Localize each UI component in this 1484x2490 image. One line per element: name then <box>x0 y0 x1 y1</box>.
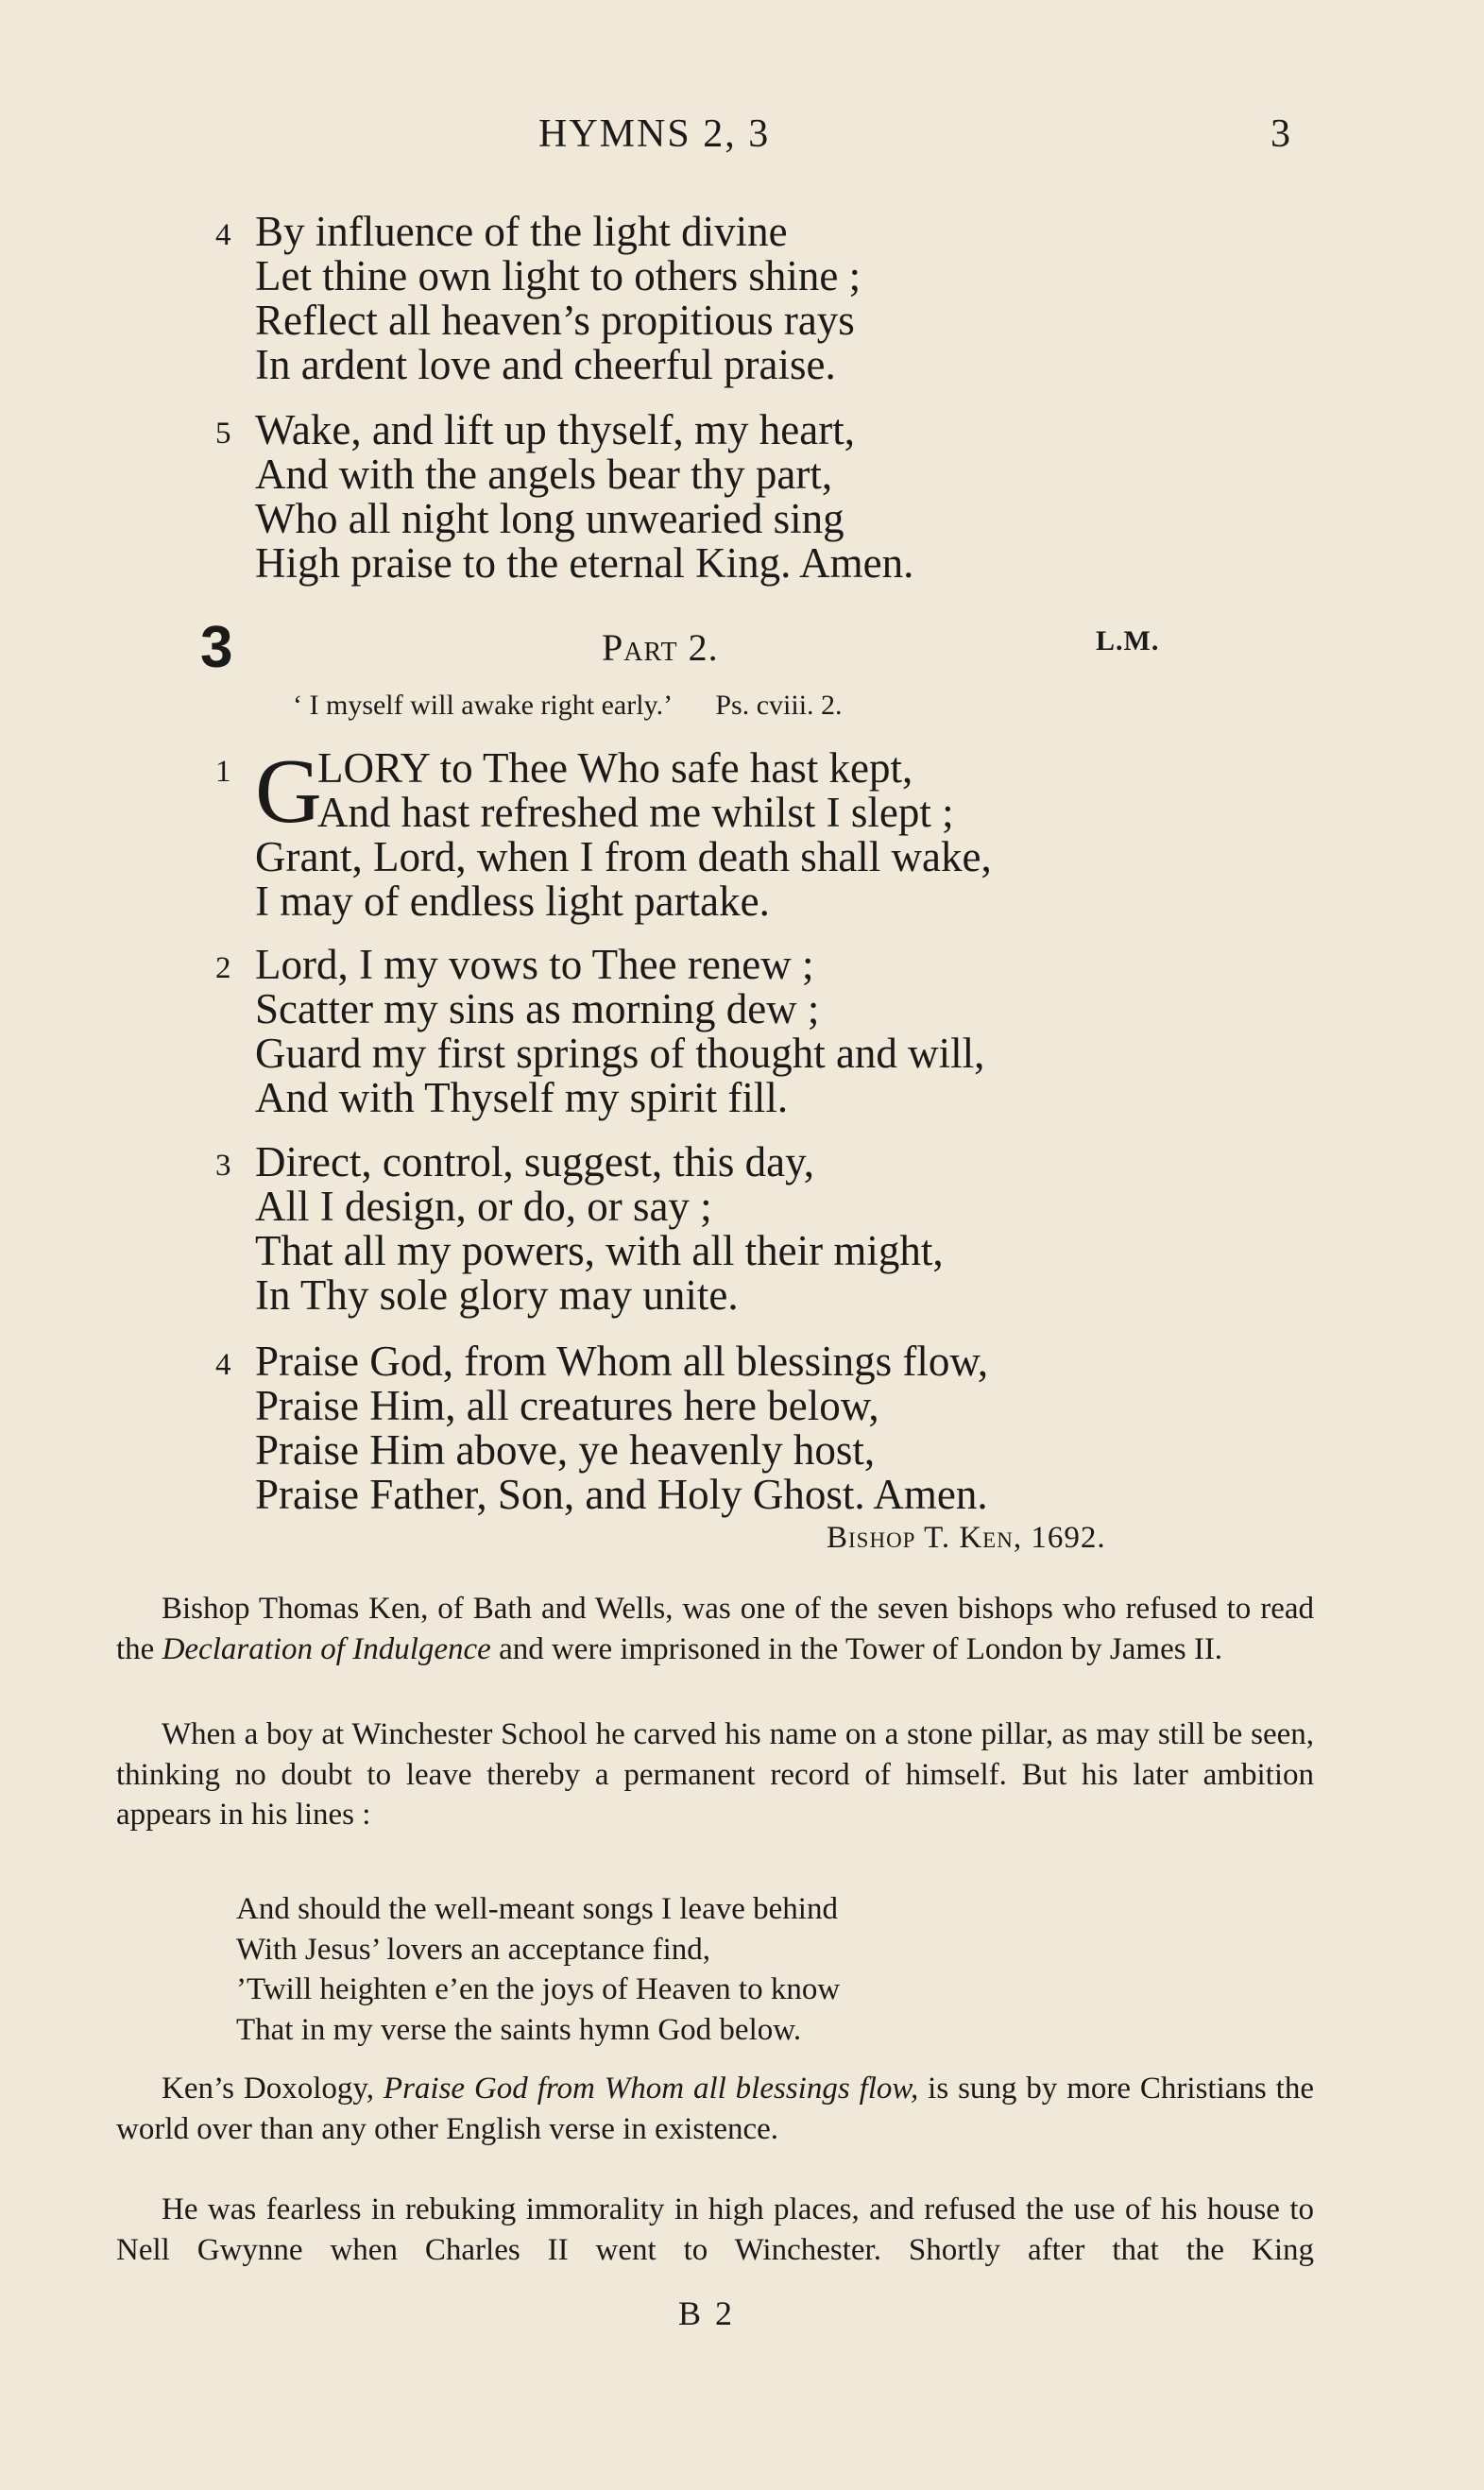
author-credit: Bishop T. Ken, 1692. <box>827 1521 1106 1555</box>
stanza-number: 5 <box>215 417 231 451</box>
note-text-after: is sung by more Christians the world over than any other English verse in existence. <box>116 2072 1314 2146</box>
verse-line: That all my powers, with all their might, <box>255 1227 944 1274</box>
verse-line: Praise Father, Son, and Holy Ghost. Amen. <box>255 1471 988 1518</box>
verse-line: And with Thyself my spirit fill. <box>255 1074 789 1121</box>
stanza-number: 4 <box>215 1348 231 1382</box>
verse-line: Reflect all heaven’s propitious rays <box>255 297 855 344</box>
page-number: 3 <box>1271 112 1290 156</box>
verse-line: Wake, and lift up thyself, my heart, <box>255 406 855 453</box>
note-text <box>116 2069 1314 2149</box>
verse-line: Praise Him above, ye heavenly host, <box>255 1426 876 1474</box>
verse-line: Praise Him, all creatures here below, <box>255 1382 879 1429</box>
verse-line: By influence of the light divine <box>255 208 788 255</box>
hymn3-heading <box>0 614 1484 680</box>
verse-line: Grant, Lord, when I from death shall wake, <box>255 833 992 880</box>
note-italic-title: Declaration of Indulgence <box>162 1631 491 1666</box>
running-title: HYMNS 2, 3 <box>538 112 771 156</box>
quote-line: ’Twill heighten e’en the joys of Heaven to know <box>236 1972 841 2006</box>
hymn2-stanza-5 <box>215 408 913 586</box>
verse-line: Guard my first springs of thought and will, <box>255 1030 985 1077</box>
verse-line: And hast refreshed me whilst I slept ; <box>317 789 954 836</box>
verse-line: High praise to the eternal King. Amen. <box>255 539 914 587</box>
note-paragraph-2 <box>116 1714 1314 1835</box>
quote-line: With Jesus’ lovers an acceptance find, <box>236 1932 711 1967</box>
note-text: He was fearless in rebuking immorality in high places, and refused the use of his house to Nell Gwynne when Charles II went to Winchester. Shortly after that the King <box>116 2192 1314 2267</box>
note-paragraph-4 <box>116 2190 1314 2270</box>
quoted-verse <box>236 1889 840 2050</box>
stanza-number: 4 <box>215 218 231 252</box>
note-paragraph-3 <box>116 2069 1314 2149</box>
hymn3-stanza-2 <box>215 943 984 1120</box>
verse-line: In Thy sole glory may unite. <box>255 1271 739 1319</box>
verse-line: Lord, I my vows to Thee renew ; <box>255 941 814 988</box>
epigraph-reference: Ps. cviii. 2. <box>715 690 843 721</box>
stanza-number: 1 <box>215 755 231 789</box>
verse-line: I may of endless light partake. <box>255 878 770 925</box>
verse-line: LORY to Thee Who safe hast kept, <box>317 744 913 792</box>
note-text-before: Bishop Thomas Ken, of Bath and Wells, was one of the seven bishops who refused to read the <box>116 1592 1314 1666</box>
hymn3-stanza-1 <box>215 741 992 925</box>
epigraph <box>293 690 843 722</box>
verse-line: Scatter my sins as morning dew ; <box>255 985 820 1032</box>
meter-label: L.M. <box>1096 625 1160 657</box>
signature-mark: B 2 <box>678 2294 736 2332</box>
stanza-number: 3 <box>215 1149 231 1183</box>
note-text <box>116 1589 1314 1669</box>
stanza-number: 2 <box>215 951 231 985</box>
hymn3-stanza-3 <box>215 1140 944 1318</box>
running-head <box>0 111 1484 168</box>
hymn2-stanza-4 <box>215 210 861 387</box>
note-text-before: Ken’s Doxology, <box>162 2072 384 2106</box>
quote-line: And should the well-meant songs I leave behind <box>236 1892 838 1926</box>
note-text: When a boy at Winchester School he carved his name on a stone pillar, as may still be seen, thinking no doubt to leave thereby a permanent record of himself. But his later ambition appears in his lines : <box>116 1717 1314 1832</box>
drop-cap: G <box>255 741 322 843</box>
verse-line: And with the angels bear thy part, <box>255 451 833 498</box>
note-italic-title: Praise God from Whom all blessings flow, <box>383 2072 919 2106</box>
verse-line: Who all night long unwearied sing <box>255 495 844 542</box>
note-paragraph-1 <box>116 1589 1314 1669</box>
verse-line: Let thine own light to others shine ; <box>255 252 861 299</box>
verse-line: In ardent love and cheerful praise. <box>255 341 836 388</box>
part-label: Part 2. <box>602 626 719 669</box>
verse-line: Praise God, from Whom all blessings flow, <box>255 1338 989 1385</box>
verse-line: Direct, control, suggest, this day, <box>255 1138 814 1185</box>
hymn-number: 3 <box>200 615 233 680</box>
note-text-after: and were imprisoned in the Tower of London by James II. <box>490 1631 1223 1666</box>
hymn3-stanza-4 <box>215 1339 988 1517</box>
verse-line: All I design, or do, or say ; <box>255 1183 712 1230</box>
epigraph-text: ‘ I myself will awake right early.’ <box>293 690 671 721</box>
quote-line: That in my verse the saints hymn God below. <box>236 2012 802 2047</box>
